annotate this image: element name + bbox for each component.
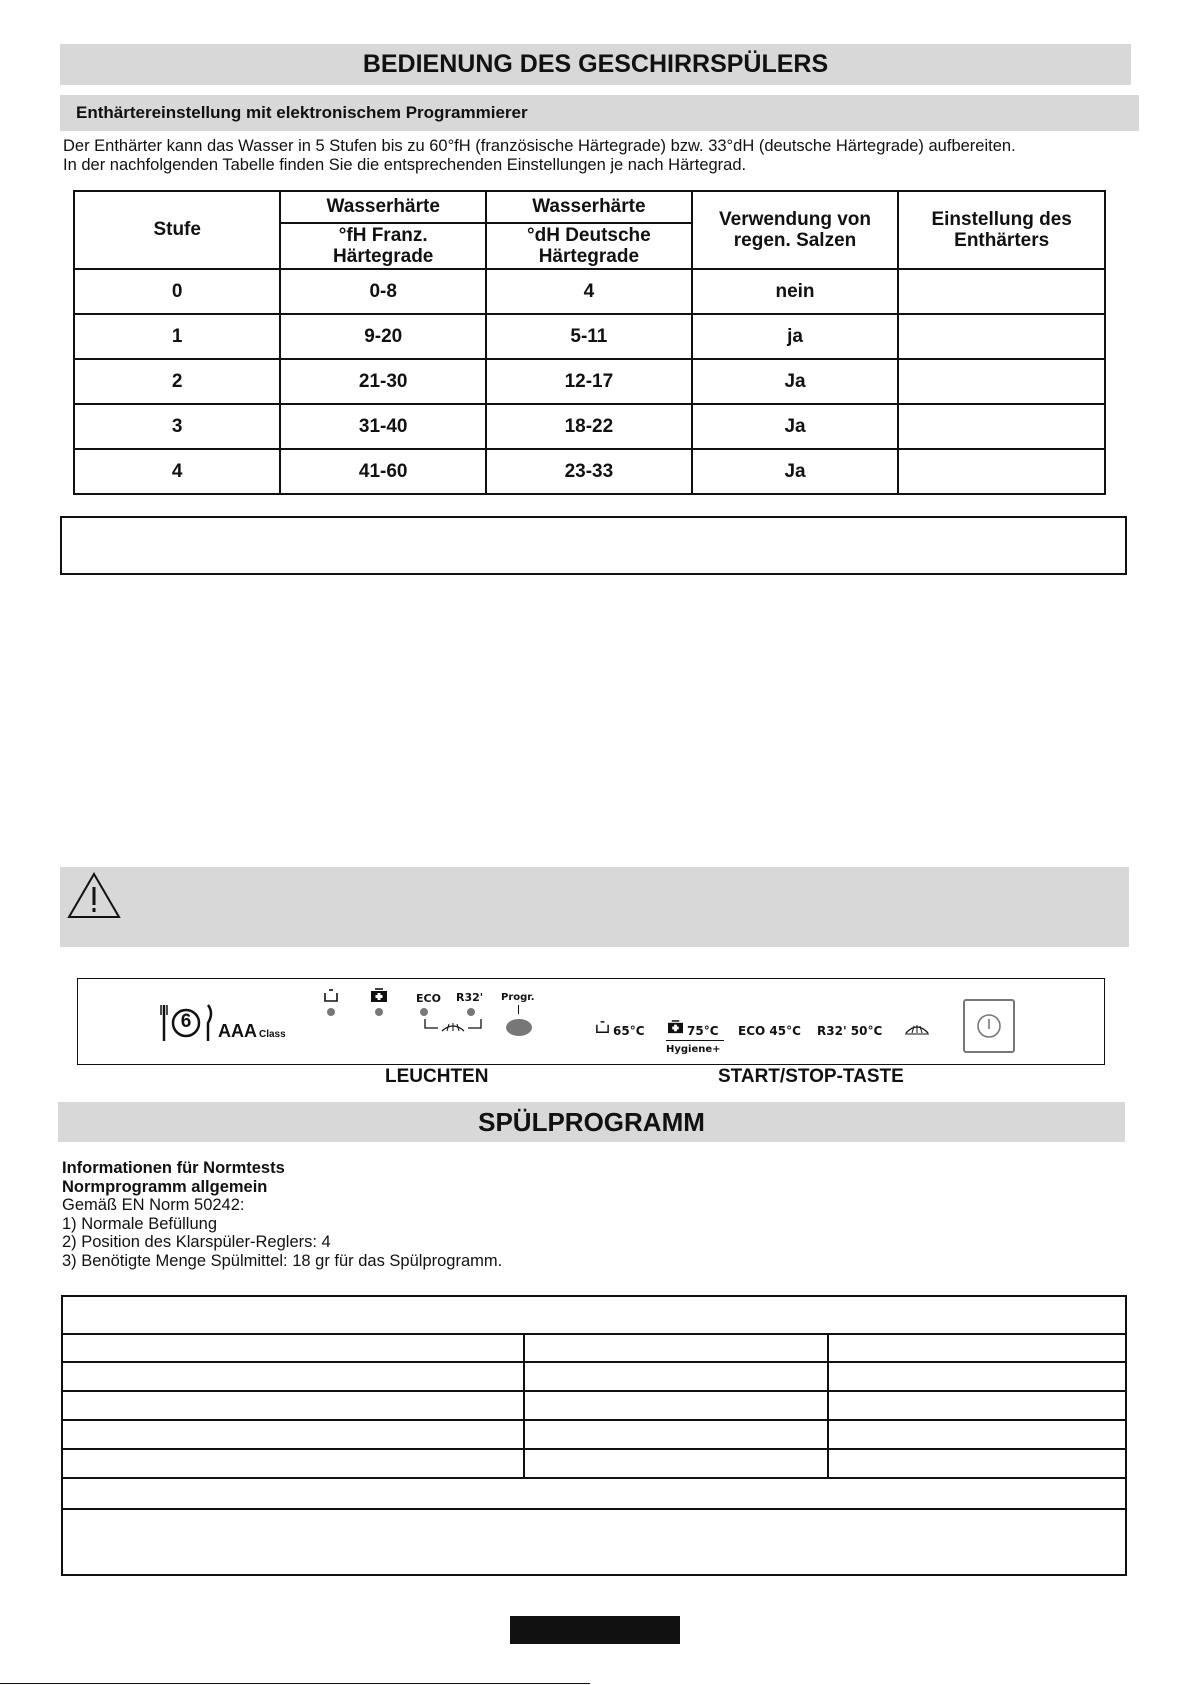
- power-icon: [975, 1012, 1003, 1040]
- table-row: [62, 1334, 1126, 1362]
- program-button[interactable]: [506, 1019, 532, 1036]
- cell-setting: [898, 404, 1105, 449]
- cell-stufe: 1: [74, 314, 280, 359]
- warning-icon: [66, 871, 122, 921]
- section-title-operation: BEDIENUNG DES GESCHIRRSPÜLERS: [60, 44, 1131, 85]
- program-table: [61, 1295, 1127, 1576]
- table-row: [62, 1362, 1126, 1391]
- page-number-bar: [510, 1616, 680, 1644]
- cell-fh: 9-20: [280, 314, 486, 359]
- header-setting-line2: Enthärters: [954, 230, 1050, 251]
- power-button[interactable]: [963, 999, 1015, 1053]
- led-label-eco: ECO: [416, 992, 441, 1005]
- hygiene-label: Hygiene+: [666, 1044, 721, 1055]
- header-setting: [898, 191, 1105, 269]
- cell-setting: [898, 449, 1105, 494]
- table-row: [62, 1420, 1126, 1449]
- cell-dh: 4: [486, 269, 692, 314]
- header-setting-line1: Einstellung des: [931, 209, 1072, 230]
- led-r32: [467, 1008, 475, 1016]
- norm-program-heading: Normprogramm allgemein: [62, 1177, 268, 1196]
- energy-class: [218, 1021, 286, 1042]
- header-salt-line1: Verwendung von: [719, 209, 872, 230]
- table-row: [74, 314, 1105, 359]
- cell-setting: [898, 359, 1105, 404]
- header-fh-line2: Härtegrade: [333, 246, 434, 267]
- pot-icon: [595, 1020, 610, 1035]
- norm-line: 3) Benötigte Menge Spülmittel: 18 gr für das Spülprogramm.: [62, 1251, 503, 1270]
- led-label-progr: Progr.: [501, 992, 535, 1003]
- cell-dh: 5-11: [486, 314, 692, 359]
- hygiene-icon: [370, 988, 388, 1004]
- intro-line-2: In der nachfolgenden Tabelle finden Sie die entsprechenden Einstellungen je nach Härtegrad.: [63, 156, 747, 174]
- table-row: [74, 404, 1105, 449]
- norm-line: 2) Position des Klarspüler-Reglers: 4: [62, 1233, 331, 1251]
- table-cell: [62, 1509, 1126, 1575]
- callout-lights: LEUCHTEN: [385, 1066, 489, 1087]
- cell-dh: 18-22: [486, 404, 692, 449]
- control-panel: [77, 978, 1105, 1065]
- table-row: [74, 269, 1105, 314]
- cell-stufe: 4: [74, 449, 280, 494]
- table-row: [62, 1449, 1126, 1478]
- led-eco: [420, 1008, 428, 1016]
- header-dh-units: [486, 223, 692, 269]
- cell-salt: Ja: [692, 359, 899, 404]
- cell-stufe: 0: [74, 269, 280, 314]
- norm-line: Gemäß EN Norm 50242:: [62, 1196, 245, 1214]
- cell-dh: 12-17: [486, 359, 692, 404]
- cell-salt: Ja: [692, 449, 899, 494]
- cell-salt: nein: [692, 269, 899, 314]
- hardness-table: [73, 190, 1106, 495]
- intro-text: [63, 137, 1163, 175]
- header-fh-units: [280, 223, 486, 269]
- table-row: [62, 1391, 1126, 1420]
- norm-info-heading: Informationen für Normtests: [62, 1159, 285, 1177]
- table-row: [74, 359, 1105, 404]
- header-wasserhaerte-dh: Wasserhärte: [486, 191, 692, 223]
- led-hygiene: [375, 1008, 383, 1016]
- led-pot: [327, 1008, 335, 1016]
- cell-dh: 23-33: [486, 449, 692, 494]
- norm-info: [62, 1159, 502, 1270]
- section-title-program: SPÜLPROGRAMM: [58, 1102, 1125, 1142]
- intro-line-1: Der Enthärter kann das Wasser in 5 Stufen bis zu 60°fH (französische Härtegrade) bzw. 33°dH (deutsche Härtegrade) aufbereiten.: [63, 137, 1016, 155]
- header-wasserhaerte-fh: Wasserhärte: [280, 191, 486, 223]
- note-box: [60, 516, 1127, 575]
- norm-line: 1) Normale Befüllung: [62, 1214, 217, 1233]
- led-label-r32: R32': [456, 991, 484, 1004]
- header-dh-line2: Härtegrade: [538, 246, 640, 267]
- section-subtitle-softener: Enthärtereinstellung mit elektronischem Programmierer: [60, 95, 1139, 131]
- place-settings-number: 6: [180, 1011, 192, 1032]
- header-stufe: Stufe: [74, 191, 280, 269]
- header-salt-line2: regen. Salzen: [733, 230, 857, 251]
- program-65: 65°C: [613, 1024, 645, 1038]
- warning-box: [60, 867, 1129, 947]
- header-dh-line1: °dH Deutsche: [527, 225, 651, 246]
- energy-class-rating: AAA: [218, 1021, 257, 1041]
- cell-stufe: 3: [74, 404, 280, 449]
- cell-salt: Ja: [692, 404, 899, 449]
- table-cell: [62, 1478, 1126, 1509]
- callout-start-stop: START/STOP-TASTE: [718, 1066, 904, 1087]
- cell-fh: 0-8: [280, 269, 486, 314]
- cell-stufe: 2: [74, 359, 280, 404]
- header-fh-line1: °fH Franz.: [338, 225, 428, 246]
- program-75: 75°C: [687, 1024, 719, 1038]
- cell-setting: [898, 269, 1105, 314]
- bottom-rule: [0, 1683, 590, 1684]
- rinse-icon: [424, 1019, 482, 1035]
- cell-setting: [898, 314, 1105, 359]
- header-salt: [692, 191, 899, 269]
- program-r32: R32' 50°C: [817, 1024, 883, 1038]
- dishes-icon: [905, 1021, 929, 1035]
- cell-fh: 41-60: [280, 449, 486, 494]
- cell-fh: 31-40: [280, 404, 486, 449]
- cell-fh: 21-30: [280, 359, 486, 404]
- table-cell: [62, 1296, 1126, 1334]
- table-row: [74, 449, 1105, 494]
- energy-class-word: Class: [259, 1029, 286, 1040]
- cell-salt: ja: [692, 314, 899, 359]
- pot-icon: [323, 988, 339, 1004]
- hygiene-icon: [667, 1020, 684, 1035]
- program-eco45: ECO 45°C: [738, 1024, 801, 1038]
